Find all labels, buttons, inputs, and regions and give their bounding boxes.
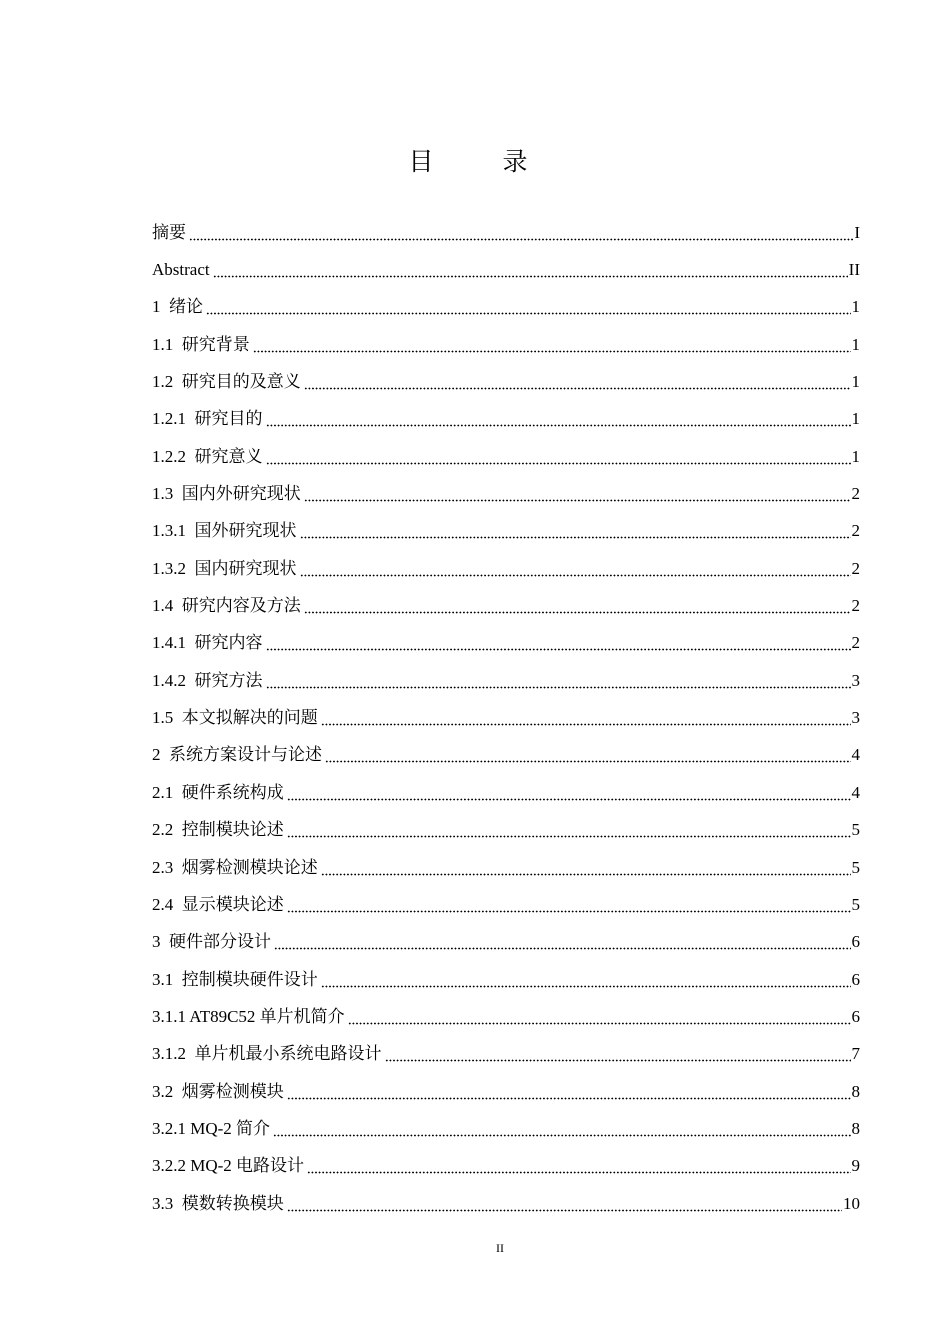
toc-entry-label: 3.1.1 AT89C52 单片机简介 — [152, 1006, 345, 1026]
toc-entry[interactable] — [152, 1185, 860, 1222]
toc-entry-label: 2.2 控制模块论述 — [152, 820, 284, 840]
toc-dot-leader — [287, 826, 851, 838]
toc-entry-page-number: 6 — [851, 932, 860, 952]
toc-entry[interactable] — [152, 214, 860, 251]
toc-entry-label: 2 系统方案设计与论述 — [152, 745, 322, 765]
toc-entry[interactable] — [152, 737, 860, 774]
toc-entry-label: Abstract — [152, 260, 210, 280]
toc-entry[interactable] — [152, 886, 860, 923]
toc-entry[interactable] — [152, 587, 860, 624]
toc-entry-label: 3 硬件部分设计 — [152, 932, 271, 952]
toc-entry-page-number: 1 — [851, 372, 860, 392]
toc-entry[interactable] — [152, 401, 860, 438]
toc-dot-leader — [274, 938, 851, 950]
toc-entry-page-number: 9 — [851, 1156, 860, 1176]
toc-entry[interactable] — [152, 1148, 860, 1185]
toc-dot-leader — [321, 864, 851, 876]
toc-entry-page-number: 7 — [851, 1044, 860, 1064]
toc-dot-leader — [304, 490, 851, 502]
toc-dot-leader — [304, 602, 851, 614]
toc-entry-label: 3.2.1 MQ-2 简介 — [152, 1118, 271, 1138]
toc-entry-page-number: 1 — [851, 446, 860, 466]
toc-entry-page-number: 4 — [851, 782, 860, 802]
toc-dot-leader — [287, 789, 851, 801]
toc-entry-label: 3.3 模数转换模块 — [152, 1193, 284, 1213]
toc-entry-label: 2.3 烟雾检测模块论述 — [152, 857, 318, 877]
toc-entry-page-number: 5 — [851, 894, 860, 914]
toc-entry-page-number: 6 — [851, 969, 860, 989]
toc-entry[interactable] — [152, 924, 860, 961]
toc-entry[interactable] — [152, 326, 860, 363]
toc-dot-leader — [266, 639, 851, 651]
toc-dot-leader — [253, 341, 851, 353]
toc-dot-leader — [304, 378, 851, 390]
toc-entry-page-number: 10 — [843, 1193, 860, 1213]
toc-entry-page-number: 3 — [851, 670, 860, 690]
toc-dot-leader — [287, 1088, 851, 1100]
toc-entry-label: 1.1 研究背景 — [152, 334, 250, 354]
toc-entry-page-number: 8 — [851, 1081, 860, 1101]
toc-entry-label: 3.1 控制模块硬件设计 — [152, 969, 318, 989]
toc-entry[interactable] — [152, 289, 860, 326]
toc-entry-label: 2.4 显示模块论述 — [152, 894, 284, 914]
toc-entry-page-number: 2 — [851, 558, 860, 578]
toc-dot-leader — [348, 1013, 851, 1025]
toc-entry-page-number: 1 — [851, 297, 860, 317]
toc-entry-label: 1.3 国内外研究现状 — [152, 484, 301, 504]
toc-entry[interactable] — [152, 363, 860, 400]
toc-entry-label: 1.5 本文拟解决的问题 — [152, 708, 318, 728]
toc-entry-label: 2.1 硬件系统构成 — [152, 782, 284, 802]
toc-entry-label: 摘要 — [152, 222, 186, 242]
toc-entry[interactable] — [152, 699, 860, 736]
toc-entry-label: 1.4.1 研究内容 — [152, 633, 263, 653]
toc-entry-label: 1.3.2 国内研究现状 — [152, 558, 297, 578]
toc-entry[interactable] — [152, 550, 860, 587]
toc-entry[interactable] — [152, 1073, 860, 1110]
toc-entry-label: 3.1.2 单片机最小系统电路设计 — [152, 1044, 382, 1064]
toc-dot-leader — [321, 714, 851, 726]
toc-dot-leader — [213, 266, 848, 278]
toc-entry-label: 1.2 研究目的及意义 — [152, 372, 301, 392]
toc-entry[interactable] — [152, 774, 860, 811]
toc-entry[interactable] — [152, 475, 860, 512]
toc-dot-leader — [385, 1050, 851, 1062]
toc-entry[interactable] — [152, 513, 860, 550]
toc-dot-leader — [287, 901, 851, 913]
toc-entry-page-number: 8 — [851, 1118, 860, 1138]
toc-dot-leader — [287, 1200, 842, 1212]
toc-dot-leader — [307, 1162, 850, 1174]
toc-entry-page-number: 4 — [851, 745, 860, 765]
toc-entry[interactable] — [152, 251, 860, 288]
toc-entry-label: 3.2.2 MQ-2 电路设计 — [152, 1156, 305, 1176]
toc-entry-label: 1 绪论 — [152, 297, 203, 317]
toc-entry-label: 1.2.1 研究目的 — [152, 409, 263, 429]
toc-entry-page-number: 6 — [851, 1006, 860, 1026]
toc-entry-page-number: 5 — [851, 820, 860, 840]
toc-dot-leader — [300, 565, 851, 577]
toc-dot-leader — [321, 976, 851, 988]
toc-entry-page-number: 2 — [851, 521, 860, 541]
table-of-contents — [152, 214, 860, 1222]
toc-entry[interactable] — [152, 1110, 860, 1147]
page-number: II — [496, 1241, 504, 1255]
toc-entry[interactable] — [152, 1036, 860, 1073]
toc-entry-page-number: 2 — [851, 633, 860, 653]
toc-entry-page-number: 1 — [851, 334, 860, 354]
toc-entry-label: 1.3.1 国外研究现状 — [152, 521, 297, 541]
toc-dot-leader — [189, 229, 853, 241]
toc-entry-page-number: 5 — [851, 857, 860, 877]
toc-entry-page-number: II — [848, 260, 860, 280]
toc-dot-leader — [266, 677, 851, 689]
toc-entry[interactable] — [152, 625, 860, 662]
toc-entry-label: 1.4.2 研究方法 — [152, 670, 263, 690]
toc-title: 目 录 — [408, 147, 550, 176]
toc-entry-label: 3.2 烟雾检测模块 — [152, 1081, 284, 1101]
toc-entry[interactable] — [152, 961, 860, 998]
toc-dot-leader — [206, 303, 851, 315]
toc-entry[interactable] — [152, 849, 860, 886]
toc-entry[interactable] — [152, 662, 860, 699]
toc-entry-label: 1.2.2 研究意义 — [152, 446, 263, 466]
toc-entry-label: 1.4 研究内容及方法 — [152, 596, 301, 616]
toc-dot-leader — [273, 1125, 850, 1137]
toc-entry[interactable] — [152, 812, 860, 849]
toc-dot-leader — [300, 527, 851, 539]
toc-entry-page-number: 2 — [851, 484, 860, 504]
toc-entry-page-number: 2 — [851, 596, 860, 616]
toc-entry-page-number: 1 — [851, 409, 860, 429]
toc-dot-leader — [325, 751, 851, 763]
toc-dot-leader — [266, 453, 851, 465]
toc-entry-page-number: I — [854, 222, 860, 242]
toc-entry[interactable] — [152, 438, 860, 475]
toc-entry-page-number: 3 — [851, 708, 860, 728]
toc-entry[interactable] — [152, 998, 860, 1035]
toc-dot-leader — [266, 415, 851, 427]
